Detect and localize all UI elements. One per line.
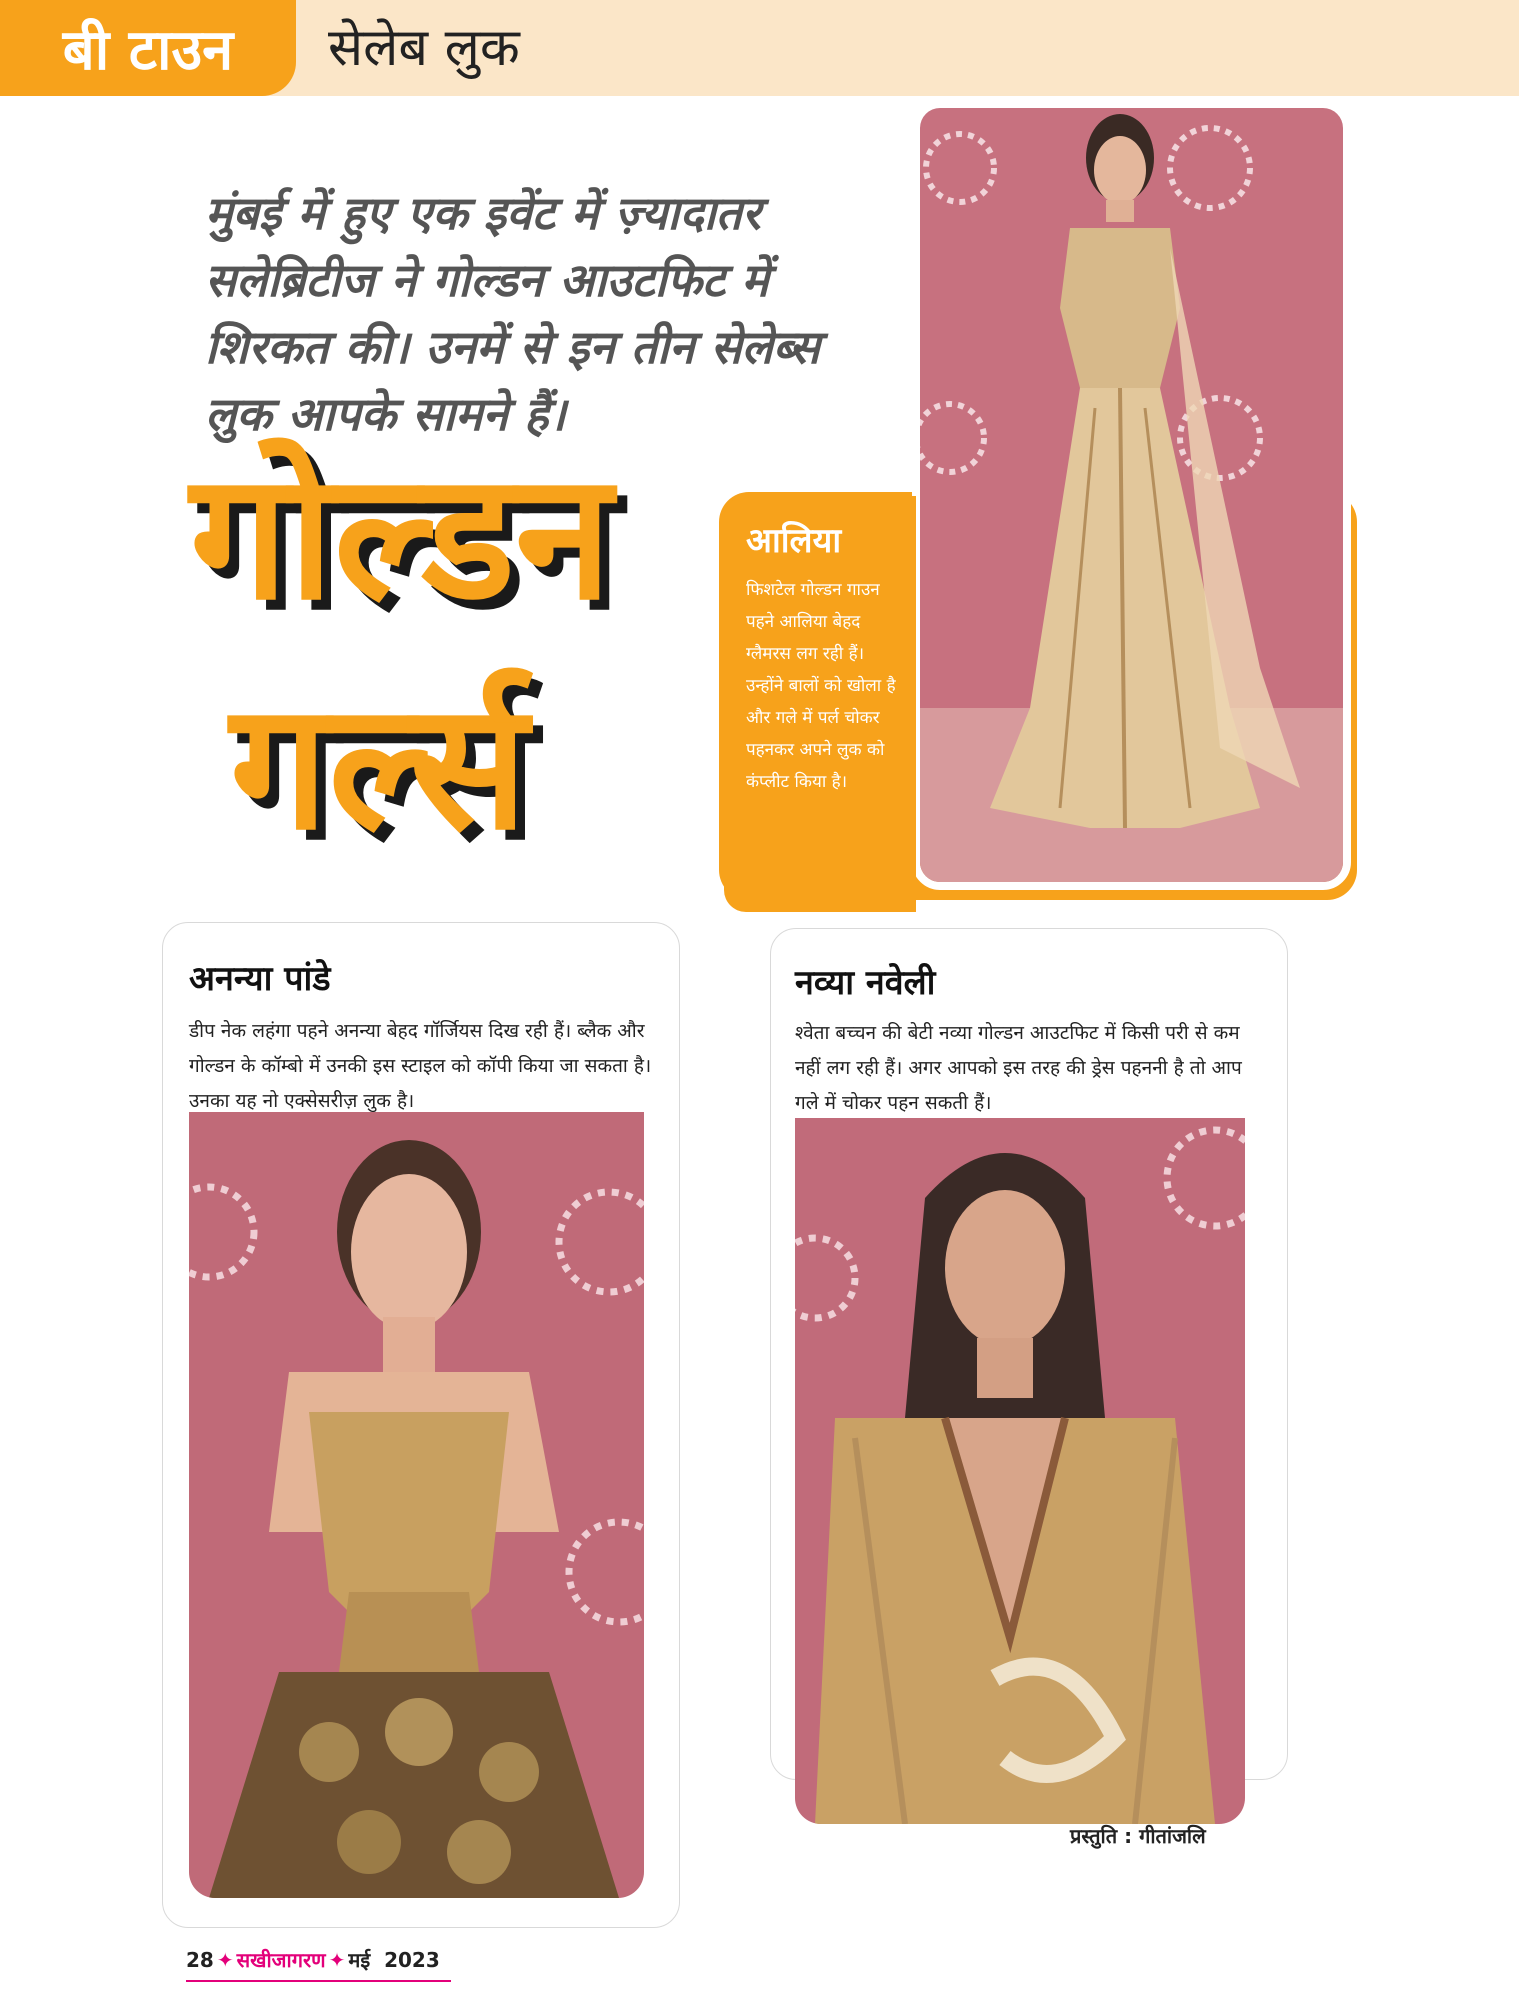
credit-line: प्रस्तुति : गीतांजलि xyxy=(1070,1824,1206,1848)
alia-name: आलिया xyxy=(746,521,842,561)
star-icon: ✦ xyxy=(216,1948,234,1972)
ananya-photo xyxy=(189,1112,644,1898)
navya-photo-art xyxy=(795,1118,1245,1824)
section-tag xyxy=(0,0,296,96)
intro-text: मुंबई में हुए एक इवेंट में ज़्यादातर सलेब्रिटीज ने गोल्डन आउटफिट में शिरकत की। उनमें से इन तीन सेलेब्स लुक आपके सामने हैं। xyxy=(205,186,820,441)
issue-month: मई xyxy=(348,1948,371,1972)
ananya-name: अनन्या पांडे xyxy=(189,959,331,999)
alia-photo-art xyxy=(920,108,1343,882)
alia-info-card xyxy=(724,496,916,912)
navya-name: नव्या नवेली xyxy=(795,963,936,1003)
page-footer xyxy=(186,1946,440,1973)
footer-divider xyxy=(186,1980,451,1982)
section-tag-label: बी टाउन xyxy=(62,18,234,83)
title-line-2: गर्ल्स xyxy=(230,666,528,869)
navya-description: श्वेता बच्चन की बेटी नव्या गोल्डन आउटफिट में किसी परी से कम नहीं लग रही हैं। अगर आपको इस तरह की ड्रेस पहननी है तो आप गले में चोकर पहन सकती हैं। xyxy=(795,1022,1242,1114)
section-subtitle: सेलेब लुक xyxy=(328,18,520,78)
page-number: 28 xyxy=(186,1948,214,1972)
title-line-1: गोल्डन xyxy=(190,436,613,639)
ananya-description: डीप नेक लहंगा पहने अनन्या बेहद गॉर्जियस दिख रही हैं। ब्लैक और गोल्डन के कॉम्बो में उनकी इस स्टाइल को कॉपी किया जा सकता है। उनका यह नो एक्सेसरीज़ लुक है। xyxy=(189,1020,652,1112)
ananya-photo-art xyxy=(189,1112,644,1898)
alia-description: फिशटेल गोल्डन गाउन पहने आलिया बेहद ग्लैमरस लग रही हैं। उन्होंने बालों को खोला है और गले में पर्ल चोकर पहनकर अपने लुक को कंप्लीट किया है। xyxy=(746,580,896,792)
issue-year: 2023 xyxy=(384,1948,440,1972)
star-icon: ✦ xyxy=(328,1948,346,1972)
alia-photo xyxy=(912,100,1351,890)
navya-photo xyxy=(795,1118,1245,1824)
brand-name: सखीजागरण xyxy=(236,1948,326,1972)
